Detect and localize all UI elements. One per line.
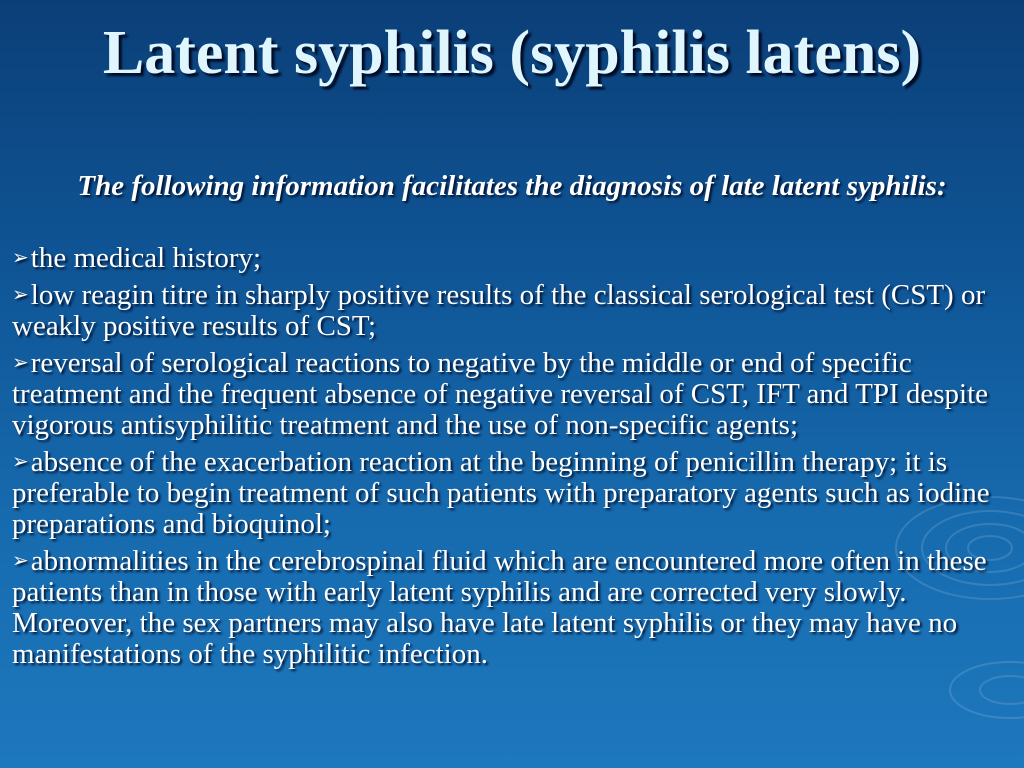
bullet-text: reversal of serological reactions to negative by the middle or end of specific treatment and the frequent absence of negative reversal of CST, IFT and TPI despite vigorous antisyphilitic treatment and the use of non-specific agents; — [12, 347, 989, 441]
bullet-text: abnormalities in the cerebrospinal fluid which are encountered more often in these patients than in those with early latent syphilis and are corrected very slowly. Moreover, the sex partners may also have late latent syphilis or they may have no manifestations of the syphilitic infection. — [12, 545, 987, 670]
bullet-item — [12, 243, 1014, 274]
arrow-bullet-icon: ➢ — [12, 247, 29, 269]
bullet-text: absence of the exacerbation reaction at the beginning of penicillin therapy; it is preferable to begin treatment of such patients with preparatory agents such as iodine preparations and bioquinol; — [12, 446, 990, 540]
arrow-bullet-icon: ➢ — [12, 451, 29, 473]
bullet-list — [12, 243, 1014, 676]
bullet-text: the medical history; — [30, 242, 262, 274]
bullet-item — [12, 280, 1014, 342]
bullet-item — [12, 447, 1014, 540]
slide-subtitle: The following information facilitates the diagnosis of late latent syphilis: — [77, 170, 947, 202]
bullet-item — [12, 348, 1014, 441]
arrow-bullet-icon: ➢ — [12, 550, 29, 572]
arrow-bullet-icon: ➢ — [12, 284, 29, 306]
arrow-bullet-icon: ➢ — [12, 352, 29, 374]
slide-title: Latent syphilis (syphilis latens) — [102, 19, 922, 87]
bullet-item — [12, 546, 1014, 670]
bullet-text: low reagin titre in sharply positive results of the classical serological test (CST) or weakly positive results of CST; — [12, 279, 986, 342]
